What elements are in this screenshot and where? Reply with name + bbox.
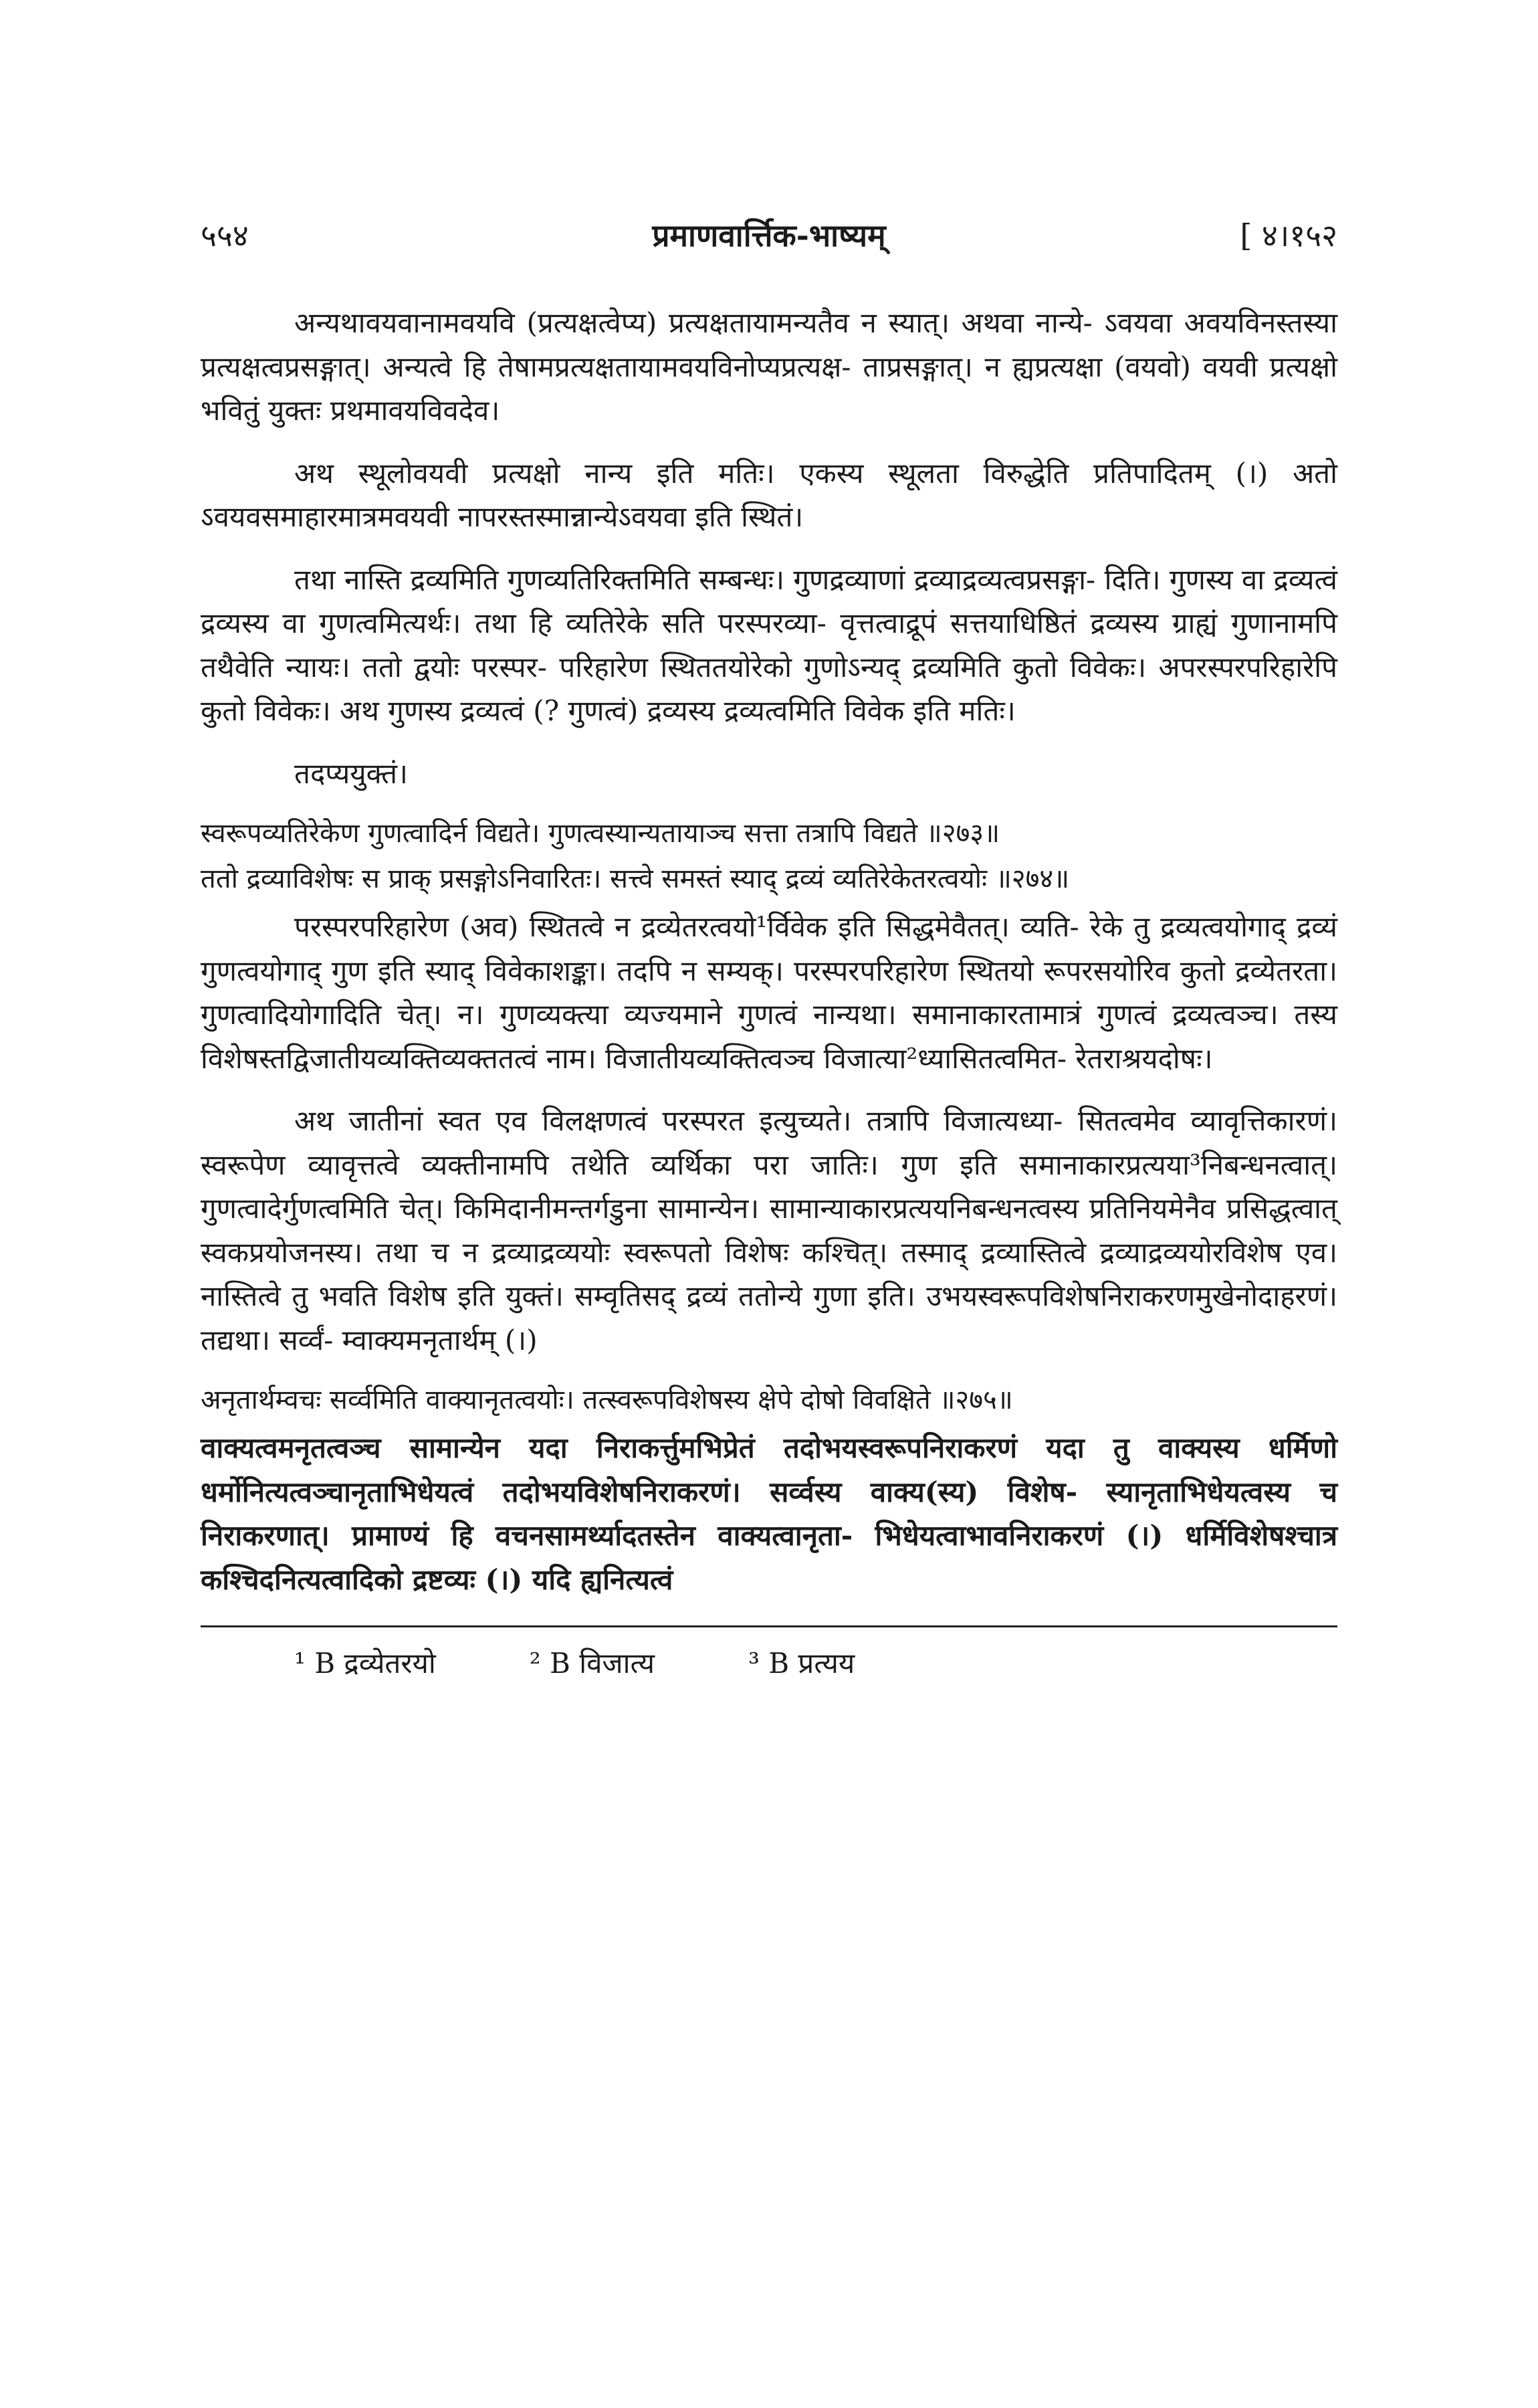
page-number: ५५४ [201, 217, 249, 254]
book-page [201, 201, 1337, 2274]
section-reference: [ ४।१५२ [1240, 217, 1337, 254]
footnote: ³ B प्रत्यय [748, 1647, 855, 1680]
verse: अनृतार्थम्वचः सर्व्वमिति वाक्यानृतत्वयोः। तत्स्वरूपविशेषस्य क्षेपे दोषो विवक्षिते ॥२७५॥ [201, 1385, 1013, 1416]
footnote: ² B विजात्य [529, 1647, 655, 1680]
paragraph: तदप्ययुक्तं। [294, 757, 408, 790]
verse: ततो द्रव्याविशेषः स प्राक् प्रसङ्गोऽनिवारितः। सत्त्वे समस्तं स्याद् द्रव्यं व्यतिरेकेतरत्वयोः ॥२७४॥ [201, 864, 1070, 895]
footnotes [201, 1643, 1337, 1682]
verse: स्वरूपव्यतिरेकेण गुणत्वादिर्न विद्यते। गुणत्वस्यान्यतायाञ्च सत्ता तत्रापि विद्यते ॥२७३॥ [201, 818, 1000, 849]
page-title: प्रमाणवार्त्तिक-भाष्यम् [652, 217, 886, 254]
paragraph: वाक्यत्वमनृतत्वञ्च सामान्येन यदा निराकर्त्तुमभिप्रेतं तदोभयस्वरूपनिराकरणं यदा तु वाक्यस्य धर्मिणो धर्मोनित्यत्वञ्चानृताभिधेयत्वं तदोभयविशेषनिराकरणं। सर्व्वस्य वाक्य(स्य) विशेष- स्यानृताभिधेयत्वस्य च निराकरणात्। प्रामाण्यं हि वचनसामर्थ्यादतस्तेन वाक्यत्वानृता- भिधेयत्वाभावनिराकरणं (।) धर्मिविशेषश्चात्र कश्चिदनित्यत्वादिको द्रष्टव्यः (।) यदि ह्यनित्यत्वं [201, 1431, 1337, 1596]
paragraph: अथ जातीनां स्वत एव विलक्षणत्वं परस्परत इत्युच्यते। तत्रापि विजात्यध्या- सितत्वमेव व्यावृत्तिकारणं। स्वरूपेण व्यावृत्तत्वे व्यक्तीनामपि तथेति व्यर्थिका परा जातिः। गुण इति समानाकारप्रत्यया³निबन्धनत्वात्। गुणत्वादेर्गुणत्वमिति चेत्। किमिदानीमन्तर्गडुना सामान्येन। सामान्याकारप्रत्ययनिबन्धनत्वस्य प्रतिनियमेनैव प्रसिद्धत्वात् स्वकप्रयोजनस्य। तथा च न द्रव्याद्रव्ययोः स्वरूपतो विशेषः कश्चित्। तस्माद् द्रव्यास्तित्वे द्रव्याद्रव्ययोरविशेष एव। नास्तित्वे तु भवति विशेष इति युक्तं। सम्वृतिसद् द्रव्यं ततोन्ये गुणा इति। उभयस्वरूपविशेषनिराकरणमुखेनोदाहरणं। तद्यथा। सर्व्वं- म्वाक्यमनृतार्थम् (।) [201, 1104, 1337, 1357]
paragraph: परस्परपरिहारेण (अव) स्थितत्वे न द्रव्येतरत्वयो¹र्विवेक इति सिद्धमेवैतत्। व्यति- रेके तु द्रव्यत्वयोगाद् द्रव्यं गुणत्वयोगाद् गुण इति स्याद् विवेकाशङ्का। तदपि न सम्यक्। परस्परपरिहारेण स्थितयो रूपरसयोरिव कुतो द्रव्येतरता। गुणत्वादियोगादिति चेत्। न। गुणव्यक्त्या व्यज्यमाने गुणत्वं नान्यथा। समानाकारतामात्रं गुणत्वं द्रव्यत्वञ्च। तस्य विशेषस्तद्विजातीयव्यक्तिव्यक्ततत्वं नाम। विजातीयव्यक्तित्वञ्च विजात्या²ध्यासितत्वमित- रेतराश्रयदोषः। [201, 910, 1337, 1075]
footnote: ¹ B द्रव्येतरयो [294, 1647, 436, 1680]
footnote-divider [201, 1625, 1337, 1627]
paragraph: अन्यथावयवानामवयवि (प्रत्यक्षत्वेप्य) प्रत्यक्षतायामन्यतैव न स्यात्। अथवा नान्ये- ऽवयवा अवयविनस्तस्या प्रत्यक्षत्वप्रसङ्गात्। अन्यत्वे हि तेषामप्रत्यक्षतायामवयविनोप्यप्रत्यक्ष- ताप्रसङ्गात्। न ह्यप्रत्यक्षा (वयवो) वयवी प्रत्यक्षो भवितुं युक्तः प्रथमावयविवदेव। [201, 306, 1337, 427]
paragraph: अथ स्थूलोवयवी प्रत्यक्षो नान्य इति मतिः। एकस्य स्थूलता विरुद्धेति प्रतिपादितम् (।) अतो ऽवयवसमाहारमात्रमवयवी नापरस्तस्मान्नान्येऽवयवा इति स्थितं। [201, 456, 1337, 534]
page-header [201, 201, 1337, 254]
paragraph: तथा नास्ति द्रव्यमिति गुणव्यतिरिक्तमिति सम्बन्धः। गुणद्रव्याणां द्रव्याद्रव्यत्वप्रसङ्गा- दिति। गुणस्य वा द्रव्यत्वं द्रव्यस्य वा गुणत्वमित्यर्थः। तथा हि व्यतिरेके सति परस्परव्या- वृत्तत्वाद्रूपं सत्तयाधिष्ठितं द्रव्यस्य ग्राह्यं गुणानामपि तथैवेति न्यायः। ततो द्वयोः परस्पर- परिहारेण स्थिततयोरेको गुणोऽन्यद् द्रव्यमिति कुतो विवेकः। अपरस्परपरिहारेपि कुतो विवेकः। अथ गुणस्य द्रव्यत्वं (? गुणत्वं) द्रव्यस्य द्रव्यत्वमिति विवेक इति मतिः। [201, 563, 1337, 728]
page-body [201, 301, 1337, 1682]
